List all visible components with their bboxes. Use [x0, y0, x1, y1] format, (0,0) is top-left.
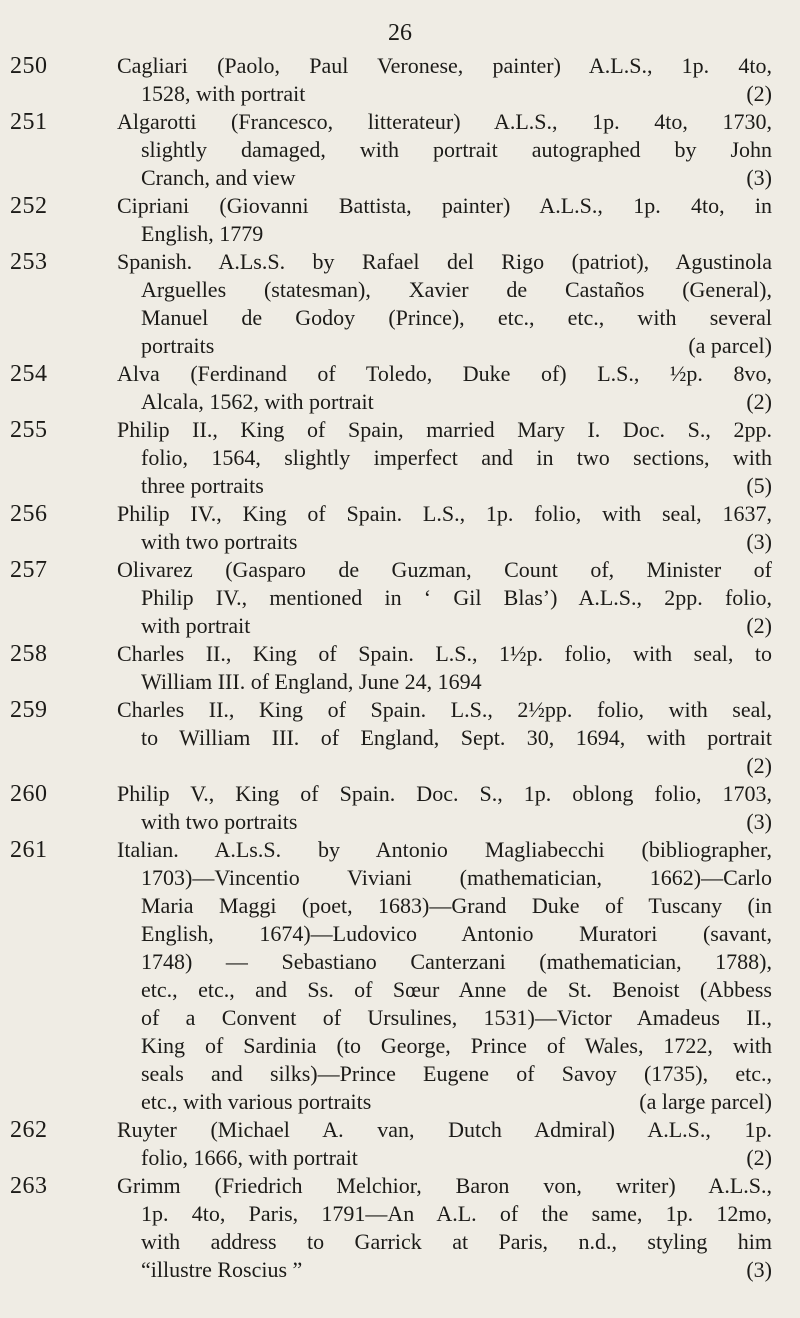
quantity: (2) — [746, 389, 772, 414]
quantity: (3) — [746, 165, 772, 190]
lot-number: 256 — [10, 501, 48, 527]
lot-description — [117, 640, 772, 696]
lot-description — [117, 192, 772, 248]
description-line: etc., with various portraits — [141, 1089, 372, 1114]
description-line: folio, 1666, with portrait — [141, 1145, 358, 1170]
description-line-with-quantity — [117, 1144, 772, 1172]
description-line-with-quantity — [117, 164, 772, 192]
description-line: Alva (Ferdinand of Toledo, Duke of) L.S., ½p. 8vo, — [117, 361, 772, 386]
lot-number: 257 — [10, 557, 48, 583]
lot-number: 260 — [10, 781, 48, 807]
description-line: slightly damaged, with portrait autographed by John — [141, 137, 772, 162]
description-line: Algarotti (Francesco, litterateur) A.L.S., 1p. 4to, 1730, — [117, 109, 772, 134]
quantity: (a parcel) — [688, 333, 772, 358]
description-line: portraits — [141, 333, 215, 358]
description-line-with-quantity — [117, 1256, 772, 1284]
quantity: (5) — [746, 473, 772, 498]
lot-description — [117, 836, 772, 1116]
lot-description — [117, 360, 772, 416]
lot-description — [117, 1172, 772, 1284]
description-line: Charles II., King of Spain. L.S., 1½p. folio, with seal, to — [117, 641, 772, 666]
description-line: English, 1674)—Ludovico Antonio Muratori (savant, — [141, 921, 772, 946]
quantity: (2) — [746, 613, 772, 638]
description-line: etc., etc., and Ss. of Sœur Anne de St. Benoist (Abbess — [141, 977, 772, 1002]
description-line-with-quantity — [117, 332, 772, 360]
description-line: Olivarez (Gasparo de Guzman, Count of, Minister of — [117, 557, 772, 582]
lot-number: 261 — [10, 837, 48, 863]
description-line: Ruyter (Michael A. van, Dutch Admiral) A.L.S., 1p. — [117, 1117, 772, 1142]
lot-description — [117, 556, 772, 640]
lot-description — [117, 416, 772, 500]
description-line: 1p. 4to, Paris, 1791—An A.L. of the same, 1p. 12mo, — [141, 1201, 772, 1226]
description-line: Manuel de Godoy (Prince), etc., etc., with several — [141, 305, 772, 330]
description-line: 1703)—Vincentio Viviani (mathematician, 1662)—Carlo — [141, 865, 772, 890]
lot-number: 251 — [10, 109, 48, 135]
description-line: with two portraits — [141, 529, 298, 554]
description-line-with-quantity — [117, 472, 772, 500]
description-line: seals and silks)—Prince Eugene of Savoy (1735), etc., — [141, 1061, 772, 1086]
description-line: Charles II., King of Spain. L.S., 2½pp. folio, with seal, — [117, 697, 772, 722]
lot-description — [117, 780, 772, 836]
description-line: English, 1779 — [141, 221, 264, 246]
description-line: Philip IV., King of Spain. L.S., 1p. folio, with seal, 1637, — [117, 501, 772, 526]
description-line-with-quantity — [117, 528, 772, 556]
lot-description — [117, 696, 772, 780]
lot-number: 252 — [10, 193, 48, 219]
description-line-with-quantity — [117, 808, 772, 836]
description-line: Philip V., King of Spain. Doc. S., 1p. oblong folio, 1703, — [117, 781, 772, 806]
lot-description — [117, 248, 772, 360]
lot-number: 254 — [10, 361, 48, 387]
description-line: Alcala, 1562, with portrait — [141, 389, 374, 414]
quantity: (2) — [746, 753, 772, 778]
description-line-with-quantity — [117, 1088, 772, 1116]
description-line: Cipriani (Giovanni Battista, painter) A.L.S., 1p. 4to, in — [117, 193, 772, 218]
description-line: William III. of England, June 24, 1694 — [141, 669, 482, 694]
lot-number: 250 — [10, 53, 48, 79]
lot-number: 263 — [10, 1173, 48, 1199]
description-line: 1528, with portrait — [141, 81, 306, 106]
description-line: with portrait — [141, 613, 251, 638]
description-line: with two portraits — [141, 809, 298, 834]
lot-description — [117, 1116, 772, 1172]
lot-description — [117, 52, 772, 108]
quantity: (2) — [746, 1145, 772, 1170]
page-number: 26 — [388, 20, 412, 46]
description-line: of a Convent of Ursulines, 1531)—Victor Amadeus II., — [141, 1005, 772, 1030]
description-line: King of Sardinia (to George, Prince of Wales, 1722, with — [141, 1033, 772, 1058]
description-line: “illustre Roscius ” — [141, 1257, 303, 1282]
description-line: Grimm (Friedrich Melchior, Baron von, writer) A.L.S., — [117, 1173, 772, 1198]
lot-number: 258 — [10, 641, 48, 667]
description-line-with-quantity — [117, 80, 772, 108]
description-line: Philip IV., mentioned in ‘ Gil Blas’) A.L.S., 2pp. folio, — [141, 585, 772, 610]
description-line: Arguelles (statesman), Xavier de Castaños (General), — [141, 277, 772, 302]
description-line: with address to Garrick at Paris, n.d., styling him — [141, 1229, 772, 1254]
description-line: Cranch, and view — [141, 165, 296, 190]
description-line: three portraits — [141, 473, 264, 498]
quantity: (a large parcel) — [639, 1089, 772, 1114]
lot-description — [117, 108, 772, 192]
quantity: (2) — [746, 81, 772, 106]
lot-number: 253 — [10, 249, 48, 275]
description-line: Italian. A.Ls.S. by Antonio Magliabecchi (bibliographer, — [117, 837, 772, 862]
description-line: folio, 1564, slightly imperfect and in two sections, with — [141, 445, 772, 470]
description-line: Spanish. A.Ls.S. by Rafael del Rigo (patriot), Agustinola — [117, 249, 772, 274]
description-line-with-quantity — [117, 612, 772, 640]
description-line: Cagliari (Paolo, Paul Veronese, painter) A.L.S., 1p. 4to, — [117, 53, 772, 78]
lot-description — [117, 500, 772, 556]
quantity: (3) — [746, 1257, 772, 1282]
description-line: Maria Maggi (poet, 1683)—Grand Duke of Tuscany (in — [141, 893, 772, 918]
lot-number: 259 — [10, 697, 48, 723]
description-line-with-quantity — [117, 388, 772, 416]
lot-number: 262 — [10, 1117, 48, 1143]
description-line: to William III. of England, Sept. 30, 1694, with portrait — [141, 725, 772, 750]
quantity: (3) — [746, 809, 772, 834]
quantity: (3) — [746, 529, 772, 554]
description-line: Philip II., King of Spain, married Mary I. Doc. S., 2pp. — [117, 417, 772, 442]
lot-number: 255 — [10, 417, 48, 443]
description-line: 1748) — Sebastiano Canterzani (mathematician, 1788), — [141, 949, 772, 974]
